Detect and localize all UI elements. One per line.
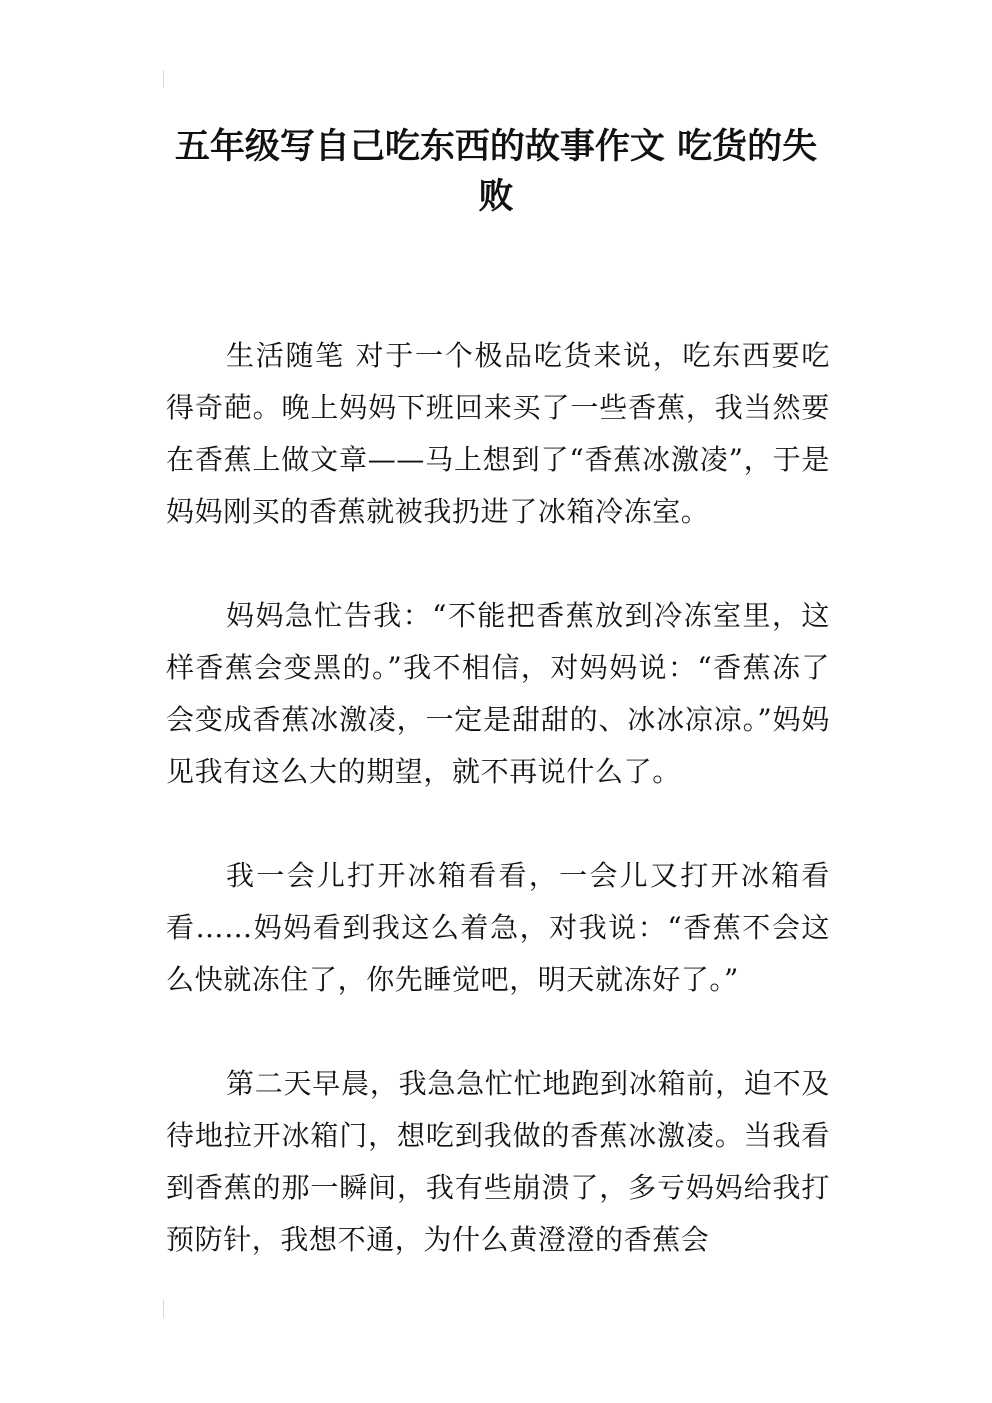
document-body xyxy=(166,330,830,1318)
paragraph-2: 妈妈急忙告我：“不能把香蕉放到冷冻室里，这样香蕉会变黑的。”我不相信，对妈妈说：“香蕉冻了会变成香蕉冰激凌，一定是甜甜的、冰冰凉凉。”妈妈见我有这么大的期望，就不再说什么了。 xyxy=(166,599,830,788)
paragraph-1: 生活随笔 对于一个极品吃货来说，吃东西要吃得奇葩。晚上妈妈下班回来买了一些香蕉，我当然要在香蕉上做文章——马上想到了“香蕉冰激凌”，于是妈妈刚买的香蕉就被我扔进了冰箱冷冻室。 xyxy=(166,339,830,528)
paragraph-3: 我一会儿打开冰箱看看，一会儿又打开冰箱看看……妈妈看到我这么着急，对我说：“香蕉不会这么快就冻住了，你先睡觉吧，明天就冻好了。” xyxy=(166,859,830,996)
page-corner-mark-top xyxy=(163,70,164,88)
page-corner-mark-bottom xyxy=(163,1300,164,1318)
paragraph-4: 第二天早晨，我急急忙忙地跑到冰箱前，迫不及待地拉开冰箱门，想吃到我做的香蕉冰激凌。当我看到香蕉的那一瞬间，我有些崩溃了，多亏妈妈给我打预防针，我想不通，为什么黄澄澄的香蕉会 xyxy=(166,1067,830,1256)
document-title: 五年级写自己吃东西的故事作文 吃货的失败 xyxy=(174,127,818,217)
